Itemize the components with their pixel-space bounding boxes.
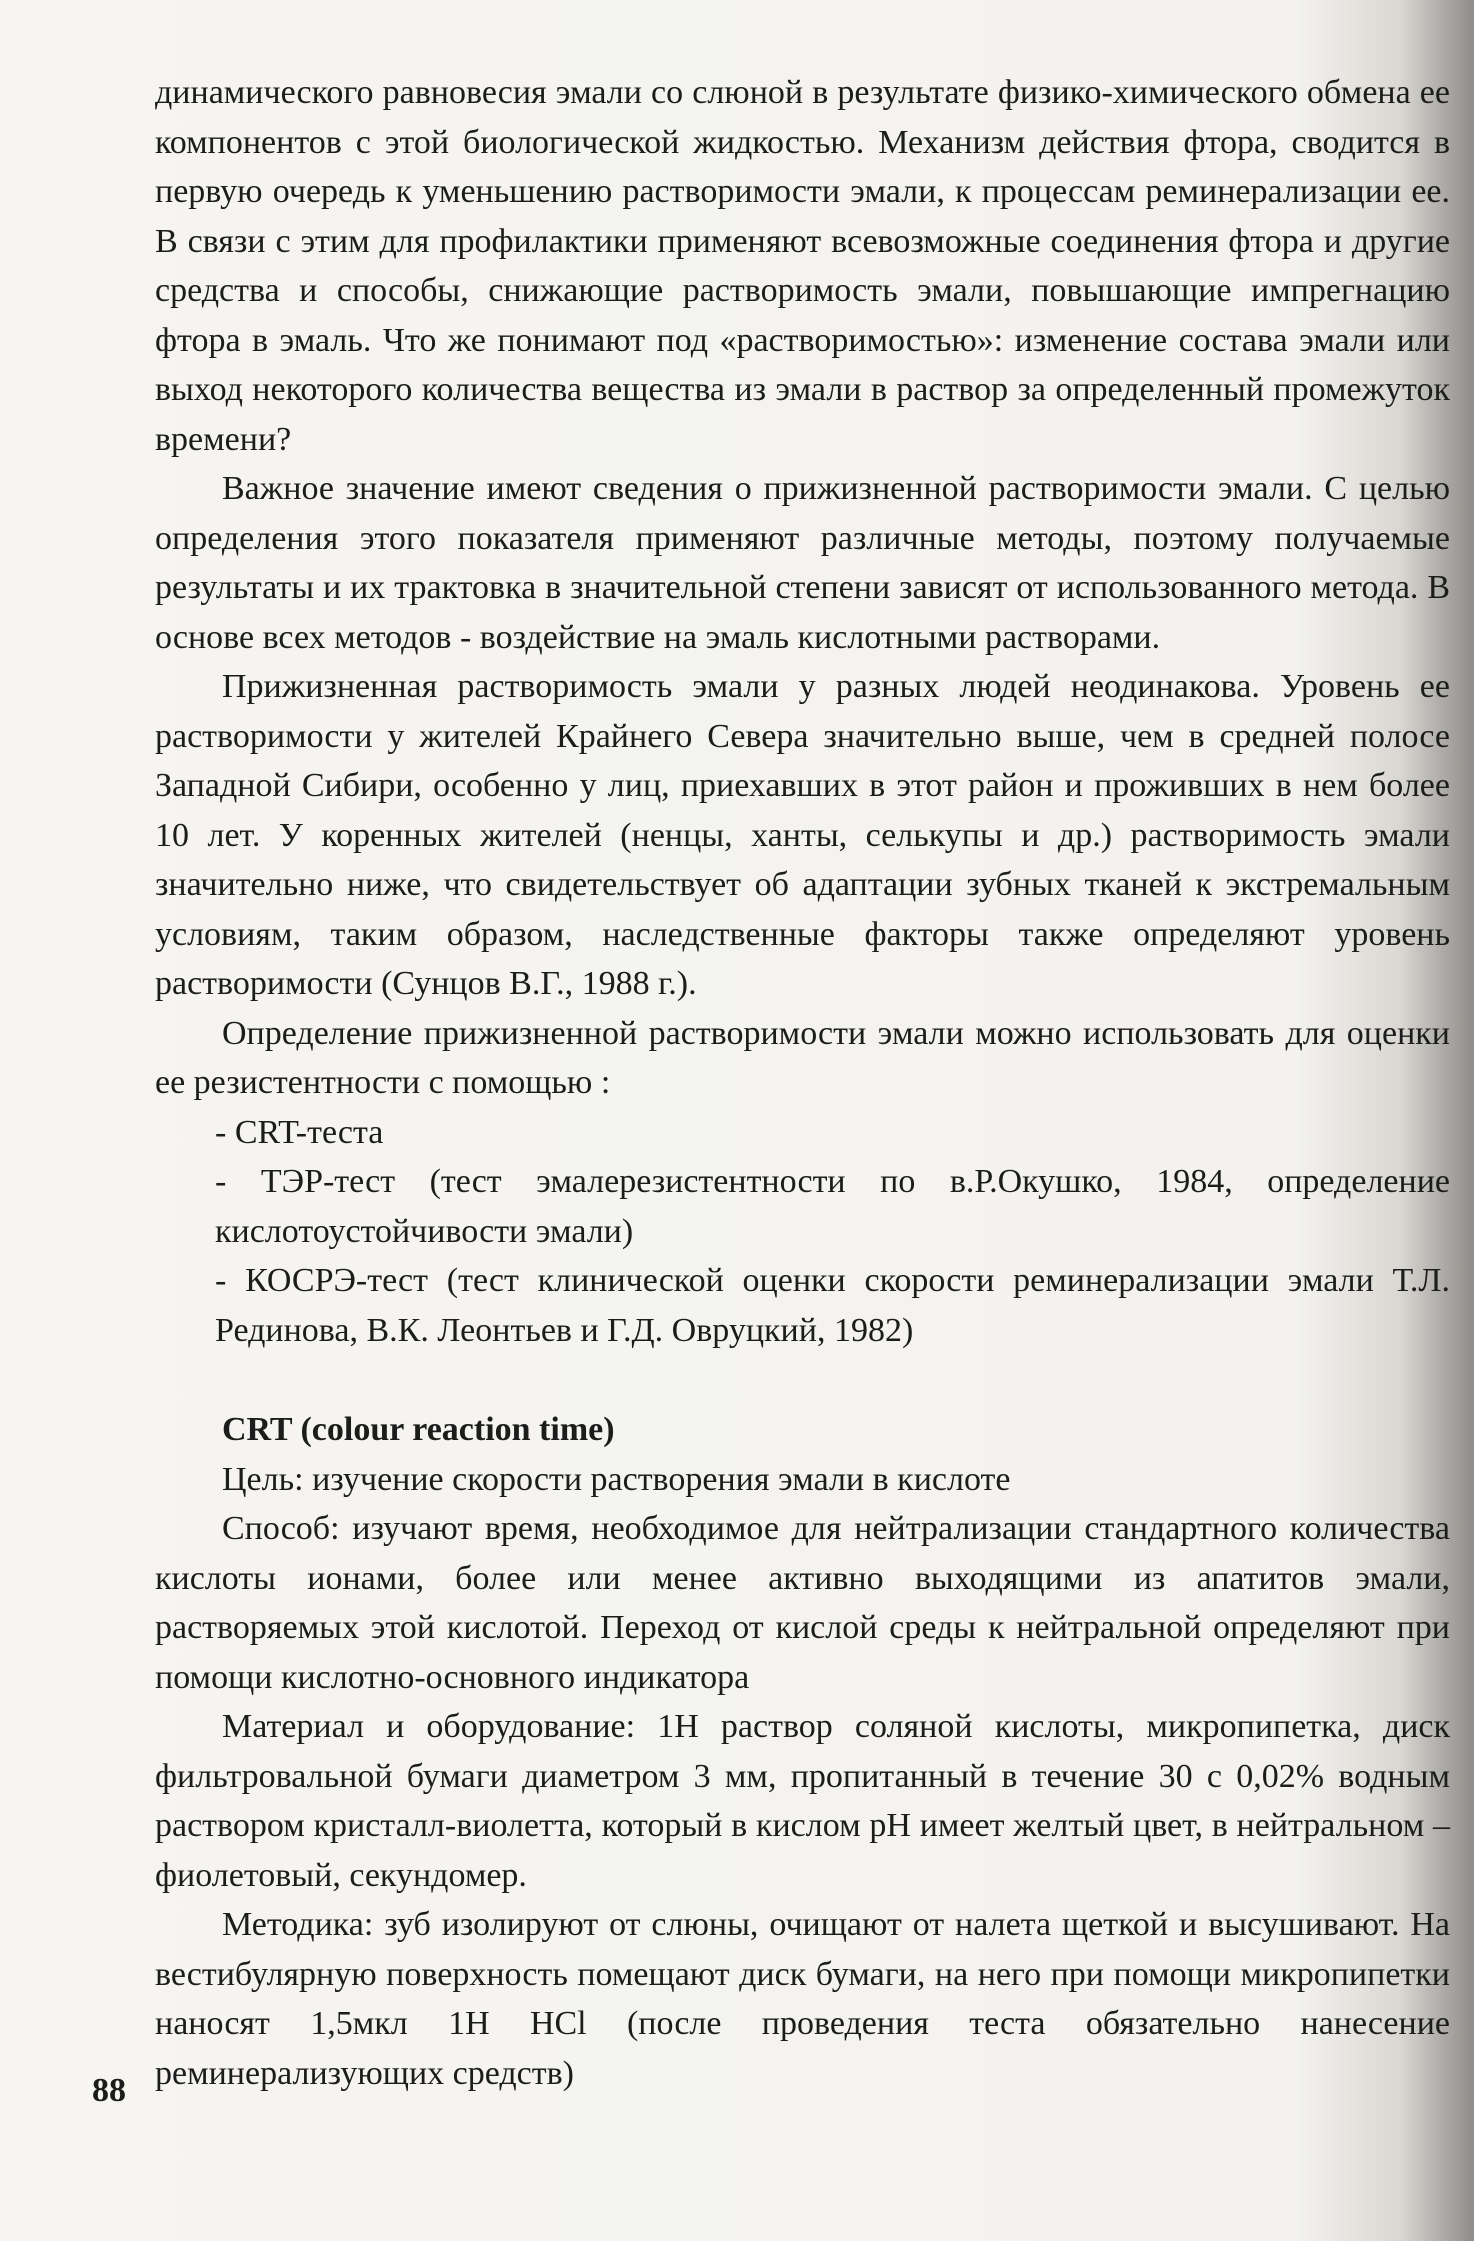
list-item-ter: - ТЭР-тест (тест эмалерезистентности по в.Р.Окушко, 1984, определение кислотоустойчивости эмали) (215, 1163, 1450, 1250)
paragraph-2: Важное значение имеют сведения о прижизненной растворимости эмали. С целью определения этого показателя применяют различные методы, поэтому получаемые результаты и их трактовка в значительной степени зависят от использованного метода. В основе всех методов - воздействие на эмаль кислотными растворами. (155, 470, 1450, 656)
paragraph-4: Определение прижизненной растворимости эмали можно использовать для оценки ее резистентности с помощью : (155, 1014, 1450, 1101)
section-gap (155, 1355, 1450, 1405)
page-text (155, 68, 1450, 2098)
list-item-crt: - CRT-теста (215, 1113, 384, 1151)
section-heading: CRT (colour reaction time) (222, 1411, 615, 1448)
paragraph-3: Прижизненная растворимость эмали у разных людей неодинакова. Уровень ее растворимости у жителей Крайнего Севера значительно выше, чем в средней полосе Западной Сибири, особенно у лиц, приехавших в этот район и проживших в нем более 10 лет. У коренных жителей (ненцы, ханты, селькупы и др.) растворимость эмали значительно ниже, что свидетельствует об адаптации зубных тканей к экстремальным условиям, таким образом, наследственные факторы также определяют уровень растворимости (Сунцов В.Г., 1988 г.). (155, 668, 1450, 1002)
section-method: Способ: изучают время, необходимое для нейтрализации стандартного количества кислоты ионами, более или менее активно выходящими из апатитов эмали, растворяемых этой кислотой. Переход от кислой среды к нейтральной определяют при помощи кислотно-основного индикатора (155, 1510, 1450, 1696)
section-goal: Цель: изучение скорости растворения эмали в кислоте (222, 1460, 1011, 1498)
list-item-kosre: - КОСРЭ-тест (тест клинической оценки скорости реминерализации эмали Т.Л. Рединова, В.К. Леонтьев и Г.Д. Овруцкий, 1982) (215, 1262, 1450, 1349)
section-materials: Материал и оборудование: 1Н раствор соляной кислоты, микропипетка, диск фильтровальной бумаги диаметром 3 мм, пропитанный в течение 30 с 0,02% водным раствором кристалл-виолетта, который в кислом pH имеет желтый цвет, в нейтральном – фиолетовый, секундомер. (155, 1708, 1450, 1894)
page-number: 88 (92, 2072, 126, 2109)
paragraph-1: динамического равновесия эмали со слюной в результате физико-химического обмена ее компонентов с этой биологической жидкостью. Механизм действия фтора, сводится в первую очередь к уменьшению растворимости эмали, к процессам реминерализации ее. В связи с этим для профилактики применяют всевозможные соединения фтора и другие средства и способы, снижающие растворимость эмали, повышающие импрегнацию фтора в эмаль. Что же понимают под «растворимостью»: изменение состава эмали или выход некоторого количества вещества из эмали в раствор за определенный промежуток времени? (155, 74, 1450, 458)
section-procedure: Методика: зуб изолируют от слюны, очищают от налета щеткой и высушивают. На вестибулярную поверхность помещают диск бумаги, на него при помощи микропипетки наносят 1,5мкл 1Н HCl (после проведения теста обязательно нанесение реминерализующих средств) (155, 1906, 1450, 2092)
